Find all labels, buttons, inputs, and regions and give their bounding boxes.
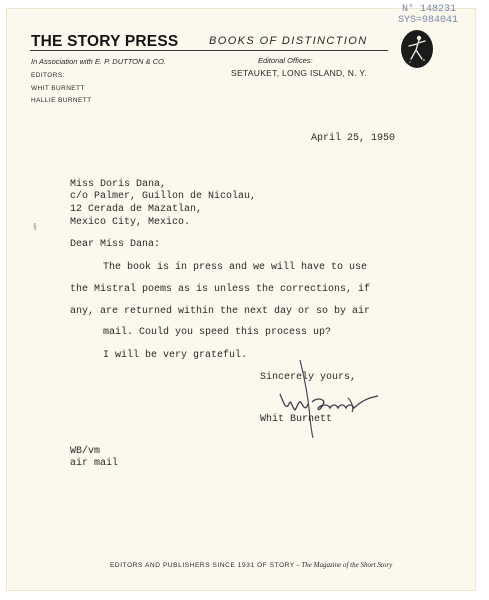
footer-magazine-title: The Magazine of the Short Story bbox=[301, 561, 393, 569]
press-tagline: BOOKS OF DISTINCTION bbox=[209, 35, 368, 47]
offices-label: Editorial Offices: bbox=[258, 56, 313, 65]
body-line: I will be very grateful. bbox=[103, 350, 248, 361]
archive-sys-code: SYS=984041 bbox=[398, 15, 459, 26]
press-name: THE STORY PRESS bbox=[31, 33, 179, 50]
body-line: any, are returned within the next day or so by air bbox=[70, 306, 371, 317]
recipient-address-line: 12 Cerada de Mazatlan, bbox=[70, 204, 203, 215]
reference-initials: WB/vm bbox=[70, 446, 101, 457]
editor-name: HALLIE BURNETT bbox=[31, 97, 92, 104]
footer-caps-text: EDITORS AND PUBLISHERS SINCE 1931 OF STORY bbox=[110, 562, 295, 569]
offices-address: SETAUKET, LONG ISLAND, N. Y. bbox=[231, 68, 367, 78]
association-line: In Association with E. P. DUTTON & CO. bbox=[31, 57, 166, 66]
footer bbox=[110, 561, 392, 569]
body-line: The book is in press and we will have to use bbox=[103, 262, 368, 273]
closing: Sincerely yours, bbox=[260, 372, 357, 383]
body-line: mail. Could you speed this process up? bbox=[103, 327, 332, 338]
body-line: the Mistral poems as is unless the corrections, if bbox=[70, 284, 371, 295]
editor-name: WHIT BURNETT bbox=[31, 85, 85, 92]
salutation: Dear Miss Dana: bbox=[70, 239, 161, 250]
press-logo-icon bbox=[399, 29, 435, 69]
recipient-address-line: Mexico City, Mexico. bbox=[70, 217, 191, 228]
signer-name: Whit Burnett bbox=[260, 414, 333, 425]
editors-label: EDITORS: bbox=[31, 72, 65, 79]
archive-number: N° 148231 bbox=[402, 4, 457, 15]
delivery-note: air mail bbox=[70, 458, 119, 469]
letter-date: April 25, 1950 bbox=[311, 133, 396, 144]
recipient-address-line: Miss Doris Dana, bbox=[70, 179, 167, 190]
recipient-address-line: c/o Palmer, Guillon de Nicolau, bbox=[70, 191, 257, 202]
letter-page bbox=[6, 8, 476, 591]
handwritten-signature bbox=[278, 358, 388, 438]
footer-dash: – bbox=[294, 562, 302, 569]
margin-mark: § bbox=[33, 222, 37, 231]
header-rule bbox=[30, 50, 388, 51]
